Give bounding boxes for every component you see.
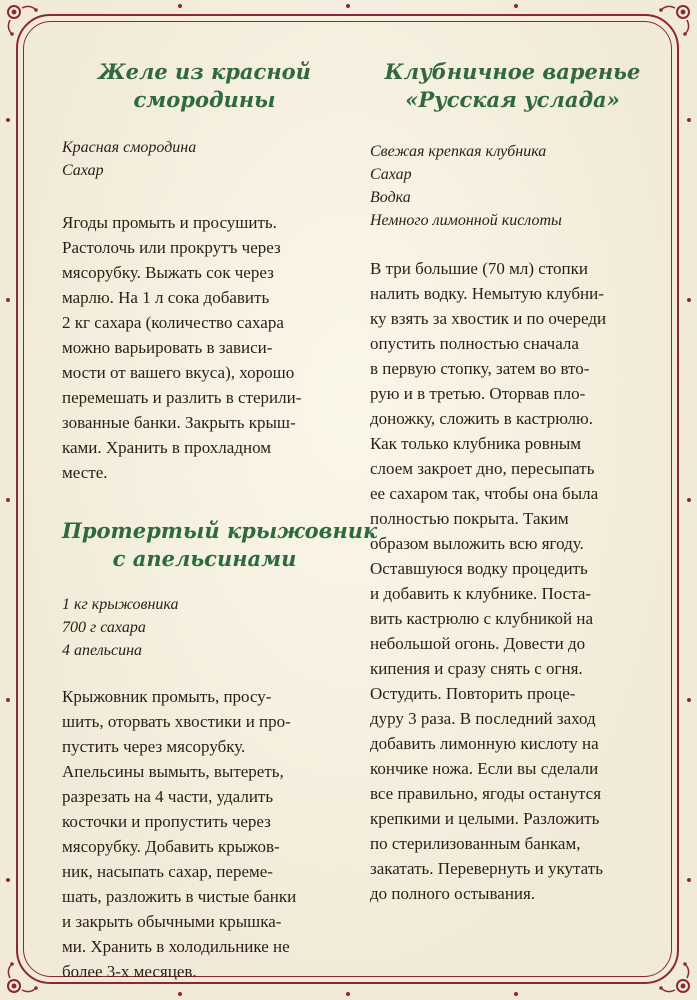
ingredient-item: Сахар — [62, 162, 104, 179]
instruction-line: дуру 3 раза. В последний заход — [370, 709, 596, 728]
ingredients-list — [370, 140, 655, 232]
instruction-line: опустить полностью сначала — [370, 334, 579, 353]
recipe-title-line: Протертый крыжовник — [62, 518, 378, 543]
instruction-line: шить, оторвать хвостики и про- — [62, 712, 291, 731]
instruction-line: Растолочь или прокрутъ через — [62, 238, 281, 257]
instruction-line: рую и в третью. Оторвав пло- — [370, 384, 586, 403]
right-column — [370, 58, 655, 906]
instruction-line: образом выложить всю ягоду. — [370, 534, 584, 553]
instruction-line: по стерилизованным банкам, — [370, 834, 581, 853]
recipe-title — [370, 58, 655, 114]
instruction-line: ками. Хранить в прохладном — [62, 438, 272, 457]
recipe-title — [62, 58, 347, 114]
ingredient-item: Водка — [370, 189, 411, 206]
ingredient-item: 4 апельсина — [62, 642, 142, 659]
instruction-line: до полного остывания. — [370, 884, 536, 903]
instruction-line: кипения и сразу снять с огня. — [370, 659, 583, 678]
instruction-line: косточки и пропустить через — [62, 812, 271, 831]
corner-ornament-icon — [657, 0, 695, 38]
instruction-line: более 3-х месяцев. — [62, 962, 197, 981]
ingredient-item: Сахар — [370, 166, 412, 183]
instruction-line: доножку, сложить в кастрюлю. — [370, 409, 593, 428]
ingredient-item: Свежая крепкая клубника — [370, 143, 547, 160]
instruction-line: месте. — [62, 463, 108, 482]
instruction-line: Остудить. Повторить проце- — [370, 684, 576, 703]
instruction-line: мясорубку. Добавить крыжов- — [62, 837, 280, 856]
instruction-line: все правильно, ягоды останутся — [370, 784, 602, 803]
instruction-line: Ягоды промыть и просушить. — [62, 213, 277, 232]
instruction-line: ник, насыпать сахар, переме- — [62, 862, 273, 881]
instruction-line: вить кастрюлю с клубникой на — [370, 609, 594, 628]
instruction-line: ку взять за хвостик и по очереди — [370, 309, 607, 328]
recipe-instructions — [62, 210, 347, 485]
instruction-line: разрезать на 4 части, удалить — [62, 787, 274, 806]
instruction-line: Крыжовник промыть, просу- — [62, 687, 272, 706]
corner-ornament-icon — [2, 960, 40, 998]
instruction-line: Как только клубника ровным — [370, 434, 581, 453]
recipe-title-line: смородины — [133, 87, 276, 112]
recipe-currant-jelly — [62, 58, 347, 485]
recipe-instructions — [370, 256, 655, 906]
ingredient-item: Красная смородина — [62, 139, 197, 156]
recipe-title-line: с апельсинами — [112, 546, 297, 571]
instruction-line: налить водку. Немытую клубни- — [370, 284, 604, 303]
instruction-line: 2 кг сахара (количество сахара — [62, 313, 284, 332]
instruction-line: и закрыть обычными крышка- — [62, 912, 282, 931]
instruction-line: кончике ножа. Если вы сделали — [370, 759, 599, 778]
instruction-line: шать, разложить в чистые банки — [62, 887, 297, 906]
instruction-line: перемешать и разлить в стерили- — [62, 388, 302, 407]
ingredients-list — [62, 136, 347, 182]
instruction-line: закатать. Перевернуть и укутать — [370, 859, 603, 878]
recipe-title-line: Желе из красной — [98, 59, 311, 84]
instruction-line: мости от вашего вкуса), хорошо — [62, 363, 295, 382]
instruction-line: ми. Хранить в холодильнике не — [62, 937, 290, 956]
recipe-strawberry-jam — [370, 58, 655, 906]
recipe-title-line: «Русская услада» — [405, 87, 620, 112]
instruction-line: ее сахаром так, чтобы она была — [370, 484, 599, 503]
left-column — [62, 58, 378, 984]
recipe-title — [62, 517, 378, 573]
instruction-line: марлю. На 1 л сока добавить — [62, 288, 270, 307]
corner-ornament-icon — [2, 0, 40, 38]
instruction-line: В три большие (70 мл) стопки — [370, 259, 588, 278]
ingredient-item: 1 кг крыжовника — [62, 596, 179, 613]
instruction-line: мясорубку. Выжать сок через — [62, 263, 274, 282]
instruction-line: зованные банки. Закрыть крыш- — [62, 413, 296, 432]
instruction-line: в первую стопку, затем во вто- — [370, 359, 590, 378]
ingredient-item: 700 г сахара — [62, 619, 146, 636]
instruction-line: Апельсины вымыть, вытереть, — [62, 762, 284, 781]
instruction-line: можно варьировать в зависи- — [62, 338, 273, 357]
instruction-line: слоем закроет дно, пересыпать — [370, 459, 595, 478]
recipe-title-line: Клубничное варенье — [384, 59, 641, 84]
instruction-line: добавить лимонную кислоту на — [370, 734, 599, 753]
instruction-line: пустить через мясорубку. — [62, 737, 246, 756]
instruction-line: полностью покрыта. Таким — [370, 509, 569, 528]
recipe-instructions — [62, 684, 347, 984]
ingredients-list — [62, 593, 347, 662]
instruction-line: и добавить к клубнике. Поста- — [370, 584, 592, 603]
ingredient-item: Немного лимонной кислоты — [370, 212, 562, 229]
corner-ornament-icon — [657, 960, 695, 998]
recipe-gooseberry-oranges — [62, 517, 378, 984]
instruction-line: Оставшуюся водку процедить — [370, 559, 588, 578]
instruction-line: крепкими и целыми. Разложить — [370, 809, 600, 828]
instruction-line: небольшой огонь. Довести до — [370, 634, 586, 653]
